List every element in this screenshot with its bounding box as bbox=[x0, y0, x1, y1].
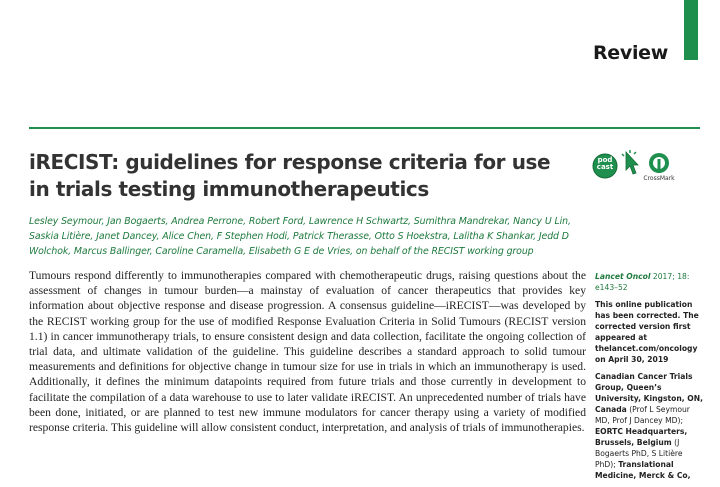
abstract: Tumours respond differently to immunotherapies compared with chemotherapeutic drugs, raising questions about the assessment of changes in tumour burden—a mainstay of evaluation of cancer therapeutics that provides key information about objective response and disease progression. A consensus guideline—iRECIST—was developed by the RECIST working group for the use of modified Response Evaluation Criteria in Solid Tumours (RECIST version 1.1) in cancer immunotherapy trials, to ensure consistent design and data collection, facilitate the ongoing collection of trial data, and ultimate validation of the guideline. This guideline describes a standard approach to solid tumour measurements and definitions for objective change in tumour size for use in trials in which an immunotherapy is used. Additionally, it defines the minimum datapoints required from future trials and those currently in development to facilitate the compilation of a data warehouse to use to later validate iRECIST. An unprecedented number of trials have been done, initiated, or are planned to test new immune modulators for cancer therapy using a variety of modified response criteria. This guideline will allow consistent conduct, interpretation, and analysis of trials of immunotherapies. bbox=[29, 269, 586, 435]
affiliation-2-members: (J Bogaerts PhD, S Litière PhD); bbox=[595, 438, 683, 469]
article-sidebar bbox=[595, 271, 705, 487]
interactive-cursor-icon[interactable] bbox=[620, 150, 640, 178]
citation bbox=[595, 271, 705, 293]
header-accent-bar bbox=[684, 0, 698, 60]
affiliation-1-members: (Prof L Seymour MD, Prof J Dancey MD); bbox=[595, 405, 690, 425]
section-label: Review bbox=[592, 42, 668, 64]
title-divider bbox=[29, 127, 700, 129]
podcast-label-line2: cast bbox=[596, 163, 614, 171]
affiliation-1-institution: Canadian Cancer Trials Group, Queen’s University, Kingston, ON, Canada bbox=[595, 372, 703, 414]
correction-note: This online publication has been corrected. The corrected version first appeared at thelancet.com/oncology on April 30, 2019 bbox=[595, 300, 699, 364]
article-title: iRECIST: guidelines for response criteria for use in trials testing immunotherapeutics bbox=[29, 150, 551, 201]
affiliation-2-institution: EORTC Headquarters, Brussels, Belgium bbox=[595, 427, 688, 447]
citation-details: 2017; 18: e143–52 bbox=[595, 272, 690, 292]
crossmark-label: CrossMark bbox=[643, 175, 675, 182]
article-tools bbox=[588, 148, 688, 188]
author-list: Lesley Seymour, Jan Bogaerts, Andrea Perrone, Robert Ford, Lawrence H Schwartz, Sumithra Mandrekar, Nancy U Lin, Saskia Litière, Janet Dancey, Alice Chen, F Stephen Hodi, Patrick Therasse, Otto S Hoekstra, Lalitha K Shankar, Jedd D Wolchok, Marcus Ballinger, Caroline Caramella, Elisabeth G E de Vries, on behalf of the RECIST working group bbox=[29, 216, 571, 257]
podcast-label-line1: pod bbox=[597, 156, 613, 164]
affiliation-3-institution: Translational Medicine, Merck & Co, bbox=[595, 460, 691, 480]
citation-journal: Lancet Oncol bbox=[595, 272, 651, 281]
affiliations bbox=[595, 371, 705, 481]
crossmark-icon[interactable] bbox=[648, 152, 670, 174]
podcast-label bbox=[588, 157, 622, 171]
